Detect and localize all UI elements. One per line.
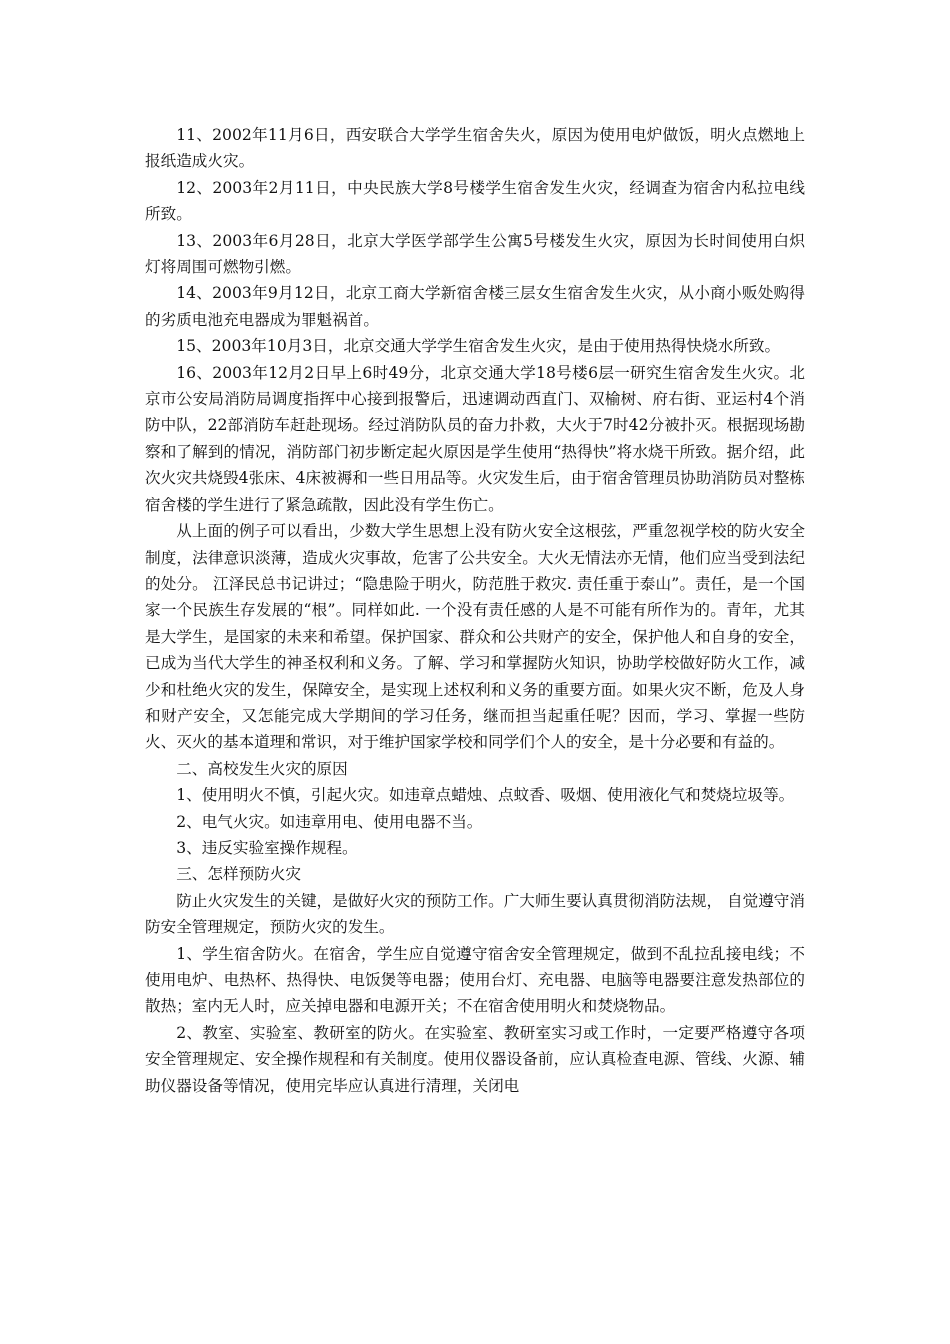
paragraph-cause-1: 1、使用明火不慎，引起火灾。如违章点蜡烛、点蚊香、吸烟、使用液化气和焚烧垃圾等。 — [176, 786, 795, 805]
paragraph-case-15: 15、2003年10月3日，北京交通大学学生宿舍发生火灾，是由于使用热得快烧水所致。 — [176, 337, 781, 356]
paragraph-prevention-intro: 防止火灾发生的关键，是做好火灾的预防工作。广大师生要认真贯彻消防法规， 自觉遵守消防安全管理规定，预防火灾的发生。 — [145, 891, 805, 937]
paragraph-prevention-dorm: 1、学生宿舍防火。在宿舍，学生应自觉遵守宿舍安全管理规定，做到不乱拉乱接电线；不使用电炉、电热杯、热得快、电饭煲等电器；使用台灯、充电器、电脑等电器要注意发热部位的散热；室内无人时，应关掉电器和电源开关；不在宿舍使用明火和焚烧物品。 — [145, 944, 805, 1016]
document-page — [145, 122, 805, 1099]
paragraph-case-16: 16、2003年12月2日早上6时49分，北京交通大学18号楼6层一研究生宿舍发生火灾。北京市公安局消防局调度指挥中心接到报警后，迅速调动西直门、双榆树、府右街、亚运村4个消防中队，22部消防车赶赴现场。经过消防队员的奋力扑救，大火于7时42分被扑灭。根据现场勘察和了解到的情况，消防部门初步断定起火原因是学生使用“热得快”将水烧干所致。据介绍，此次火灾共烧毁4张床、4床被褥和一些日用品等。火灾发生后，由于宿舍管理员协助消防员对整栋宿舍楼的学生进行了紧急疏散，因此没有学生伤亡。 — [145, 363, 805, 514]
section-heading-causes: 二、高校发生火灾的原因 — [176, 759, 348, 778]
paragraph-case-13: 13、2003年6月28日，北京大学医学部学生公寓5号楼发生火灾，原因为长时间使用白炽灯将周围可燃物引燃。 — [145, 231, 805, 277]
paragraph-summary: 从上面的例子可以看出，少数大学生思想上没有防火安全这根弦，严重忽视学校的防火安全制度，法律意识淡薄，造成火灾事故，危害了公共安全。大火无情法亦无情，他们应当受到法纪的处分。 江泽民总书记讲过；“隐患险于明火，防范胜于救灾. 责任重于泰山”。责任，是一个国家一个民族生存发展的“根”。同样如此. 一个没有责任感的人是不可能有所作为的。青年，尤其是大学生，是国家的未来和希望。保护国家、群众和公共财产的安全，保护他人和自身的安全，已成为当代大学生的神圣权利和义务。了解、学习和掌握防火知识，协助学校做好防火工作，减少和杜绝火灾的发生，保障安全，是实现上述权利和义务的重要方面。如果火灾不断，危及人身和财产安全，又怎能完成大学期间的学习任务，继而担当起重任呢？因而，学习、掌握一些防火、灭火的基本道理和常识，对于维护国家学校和同学们个人的安全，是十分必要和有益的。 — [145, 522, 805, 752]
paragraph-case-14: 14、2003年9月12日，北京工商大学新宿舍楼三层女生宿舍发生火灾，从小商小贩处购得的劣质电池充电器成为罪魁祸首。 — [145, 284, 805, 329]
paragraph-case-11: 11、2002年11月6日，西安联合大学学生宿舍失火，原因为使用电炉做饭，明火点燃地上报纸造成火灾。 — [145, 126, 805, 171]
paragraph-case-12: 12、2003年2月11日，中央民族大学8号楼学生宿舍发生火灾，经调查为宿舍内私拉电线所致。 — [145, 178, 805, 224]
paragraph-prevention-lab: 2、教室、实验室、教研室的防火。在实验室、教研室实习或工作时，一定要严格遵守各项安全管理规定、安全操作规程和有关制度。使用仪器设备前，应认真检查电源、管线、火源、辅助仪器设备等情况，使用完毕应认真进行清理，关闭电 — [145, 1023, 805, 1095]
section-heading-prevention: 三、怎样预防火灾 — [176, 865, 301, 884]
paragraph-cause-3: 3、违反实验室操作规程。 — [176, 838, 358, 857]
paragraph-cause-2: 2、电气火灾。如违章用电、使用电器不当。 — [176, 812, 483, 831]
